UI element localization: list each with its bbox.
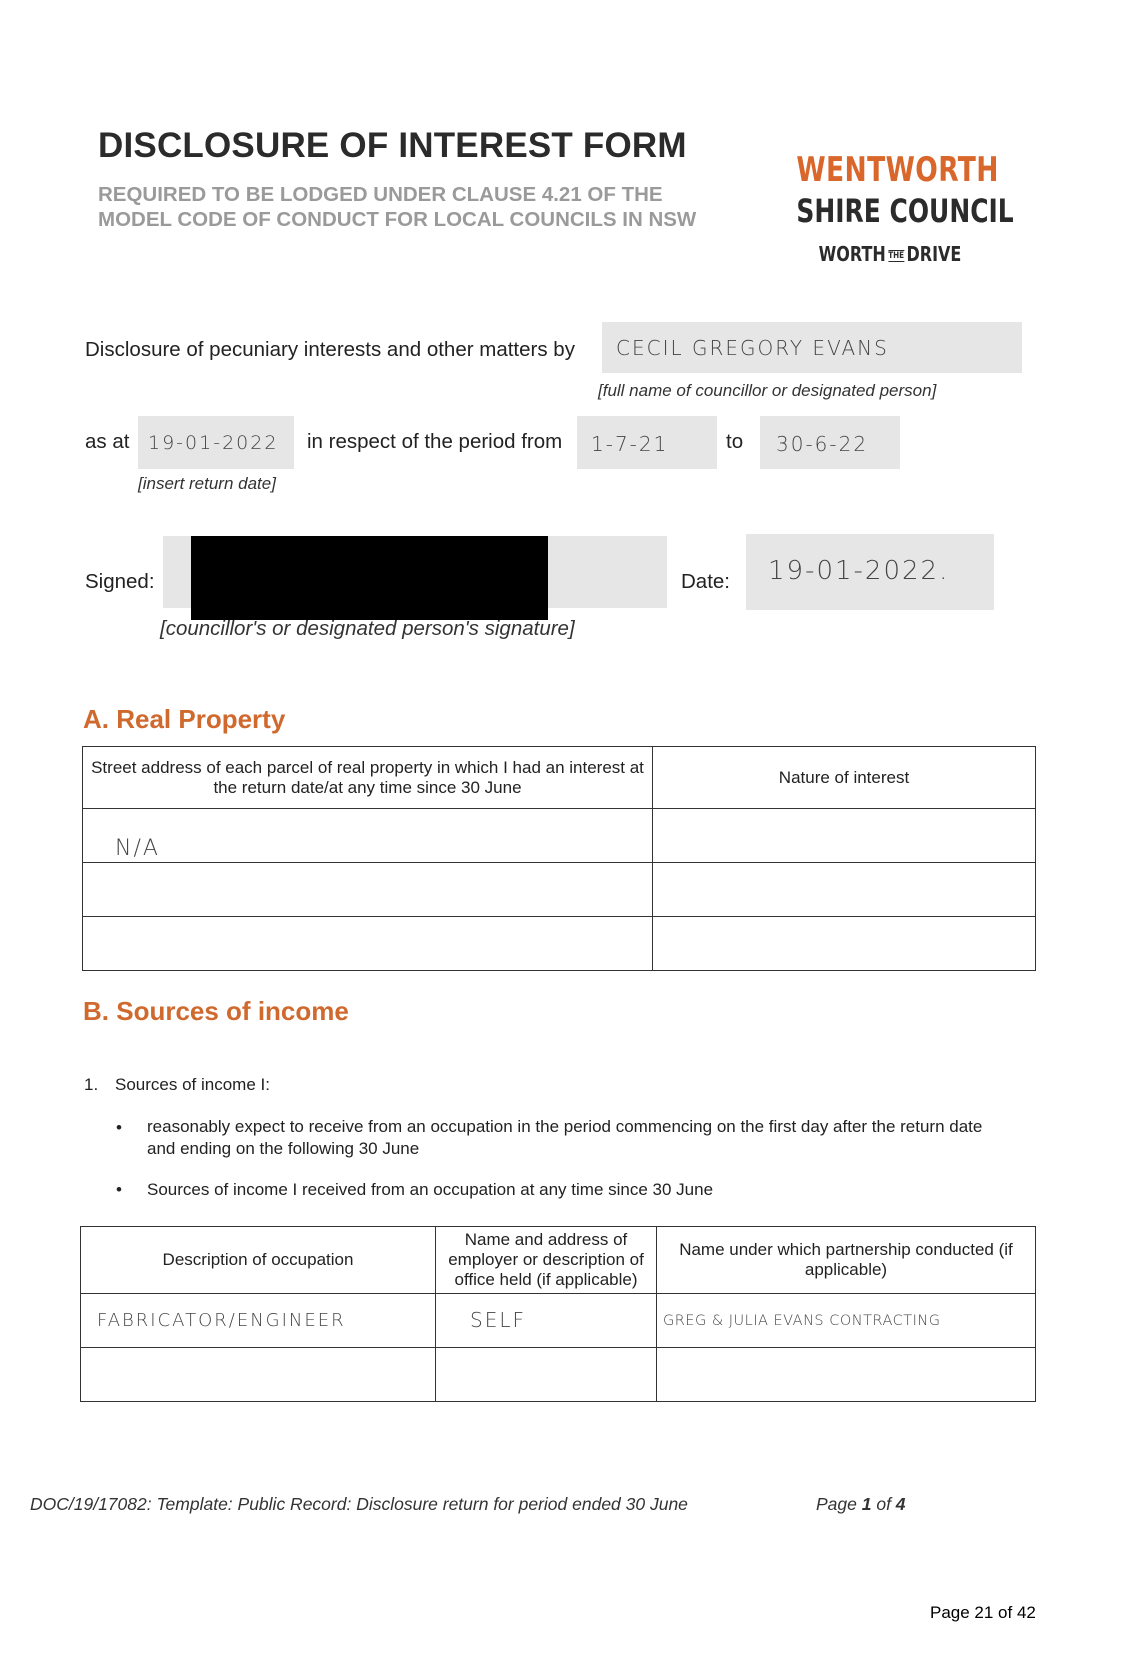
real-property-address-1: N/A: [115, 836, 160, 861]
section-b-heading: B. Sources of income: [83, 996, 349, 1026]
name-value: CECIL GREGORY EVANS: [616, 336, 889, 360]
table-cell[interactable]: [657, 1348, 1036, 1402]
as-at-label: as at: [85, 430, 130, 453]
table-cell[interactable]: [653, 863, 1036, 917]
page-stamp: Page 21 of 42: [930, 1603, 1036, 1622]
item-number: 1.: [84, 1075, 99, 1094]
period-from-value: 1-7-21: [591, 432, 669, 456]
income-header-employer: Name and address of employer or description of office held (if applicable): [436, 1227, 657, 1294]
return-date-value: 19-01-2022: [148, 432, 279, 454]
to-label: to: [726, 430, 744, 453]
income-occupation-1: FABRICATOR/ENGINEER: [97, 1309, 346, 1331]
signature-field[interactable]: [163, 536, 667, 608]
table-cell[interactable]: [83, 809, 653, 863]
name-note: [full name of councillor or designated person]: [598, 381, 937, 400]
logo-line-1: WENTWORTH: [796, 150, 999, 190]
form-subtitle: REQUIRED TO BE LODGED UNDER CLAUSE 4.21 OF THE MODEL CODE OF CONDUCT FOR LOCAL COUNCILS IN NSW: [98, 183, 697, 231]
table-cell[interactable]: [81, 1294, 436, 1348]
signature-note: [councillor's or designated person's signature]: [160, 617, 575, 640]
table-row: [81, 1294, 1036, 1348]
name-field[interactable]: [602, 322, 1022, 373]
real-property-header-address: Street address of each parcel of real property in which I had an interest at the return date/at any time since 30 June: [83, 747, 653, 809]
table-row: [83, 917, 1036, 971]
table-cell[interactable]: [653, 917, 1036, 971]
period-to-value: 30-6-22: [776, 432, 869, 456]
table-cell[interactable]: [436, 1348, 657, 1402]
income-employer-1: SELF: [470, 1307, 526, 1332]
signature-redaction: [191, 536, 548, 620]
table-cell[interactable]: [436, 1294, 657, 1348]
real-property-header-nature: Nature of interest: [653, 747, 1036, 809]
period-to-field[interactable]: [760, 416, 900, 469]
period-from-field[interactable]: [577, 416, 717, 469]
bullet-dot-icon: •: [116, 1118, 122, 1137]
logo-tagline-left: WORTH: [818, 242, 886, 266]
logo-tagline-right: DRIVE: [906, 242, 962, 266]
logo-tagline-mid: THE: [888, 250, 905, 261]
income-partnership-1: GREG & JULIA EVANS CONTRACTING: [663, 1313, 941, 1329]
signed-label: Signed:: [85, 570, 155, 593]
return-date-note: [insert return date]: [138, 474, 276, 493]
page-number: 1: [861, 1494, 872, 1514]
bullet-1-text: reasonably expect to receive from an occupation in the period commencing on the first day after the return date and ending on the following 30 June: [147, 1117, 983, 1158]
doc-reference: DOC/19/17082: Template: Public Record: Disclosure return for period ended 30 June: [30, 1494, 688, 1514]
signed-date-field[interactable]: [746, 534, 994, 610]
date-label: Date:: [681, 570, 730, 593]
logo-tagline: [794, 242, 986, 266]
income-header-partnership: Name under which partnership conducted (if applicable): [657, 1227, 1036, 1294]
page-total: 4: [895, 1494, 906, 1514]
disclosure-label: Disclosure of pecuniary interests and other matters by: [85, 338, 575, 361]
page-prefix: Page: [816, 1494, 862, 1514]
table-cell[interactable]: [81, 1348, 436, 1402]
table-row: [83, 863, 1036, 917]
table-cell[interactable]: [83, 917, 653, 971]
council-logo: [770, 150, 1014, 266]
page-suffix: of: [871, 1494, 896, 1514]
page-indicator: [816, 1494, 906, 1515]
real-property-table: [82, 746, 1036, 971]
table-cell[interactable]: [83, 863, 653, 917]
income-header-occupation: Description of occupation: [81, 1227, 436, 1294]
table-cell[interactable]: [653, 809, 1036, 863]
return-date-field[interactable]: [138, 416, 294, 469]
section-a-heading: A. Real Property: [83, 704, 286, 734]
signed-date-value: 19-01-2022.: [768, 556, 950, 586]
table-cell[interactable]: [657, 1294, 1036, 1348]
item-text: Sources of income I:: [115, 1075, 270, 1094]
table-row: [81, 1348, 1036, 1402]
bullet-2-text: Sources of income I received from an occupation at any time since 30 June: [147, 1180, 714, 1199]
bullet-dot-icon: •: [116, 1180, 122, 1199]
income-table: [80, 1226, 1036, 1402]
form-title: DISCLOSURE OF INTEREST FORM: [98, 126, 687, 165]
period-label: in respect of the period from: [307, 430, 563, 453]
table-row: [83, 809, 1036, 863]
logo-line-2: SHIRE COUNCIL: [796, 192, 1014, 230]
